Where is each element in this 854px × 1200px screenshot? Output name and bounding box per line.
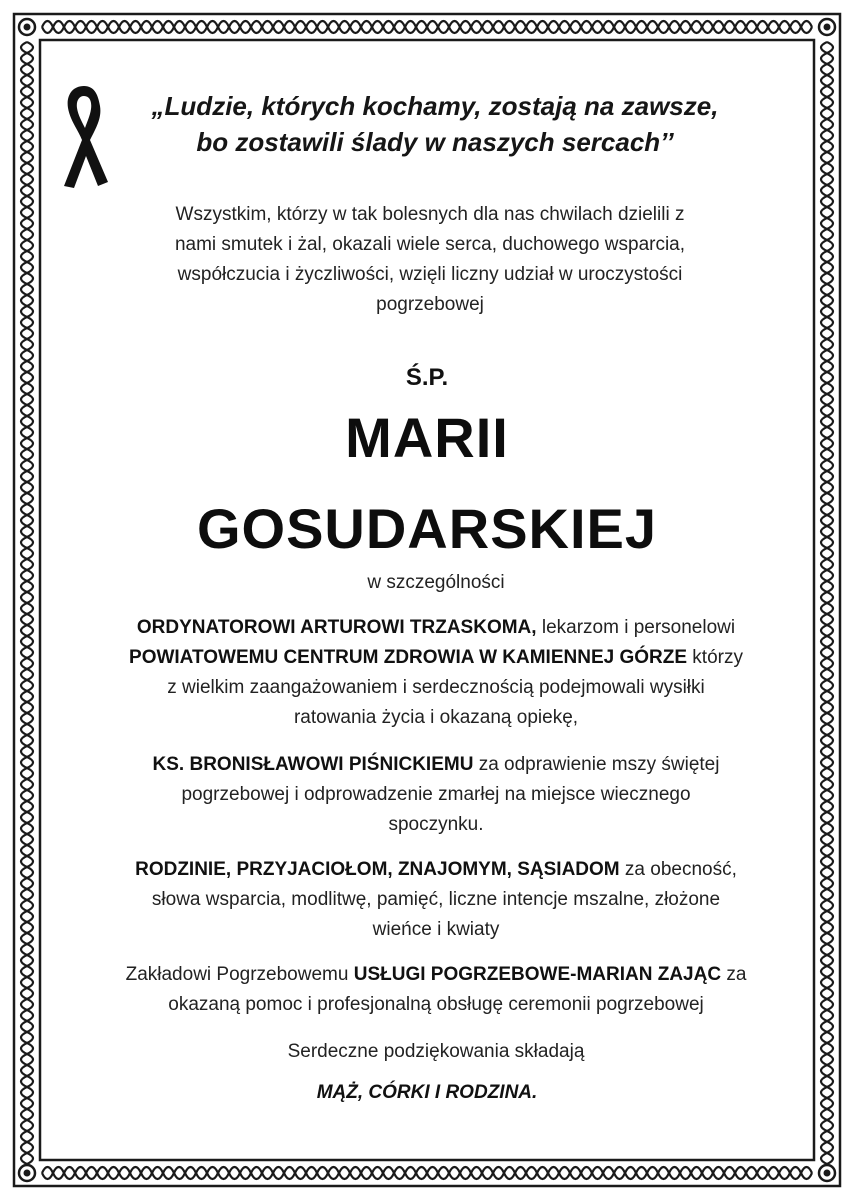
thanks-hospital-text-2: którzy <box>687 647 743 668</box>
thanks-funeral-text-1: za <box>721 964 747 985</box>
thanks-hospital <box>96 613 776 733</box>
thanks-family-line-3: wieńce i kwiaty <box>372 919 500 940</box>
thanks-funeral-home <box>96 960 776 1020</box>
thanks-funeral-line-2: okazaną pomoc i profesjonalną obsługę ceremonii pogrzebowej <box>168 994 704 1015</box>
thanks-hospital-line-2 <box>96 643 776 673</box>
thanks-funeral-line-1 <box>96 960 776 990</box>
signature: MĄŻ, CÓRKI I RODZINA. <box>316 1082 538 1103</box>
thanks-closing: Serdeczne podziękowania składają <box>287 1041 585 1062</box>
thanks-family-line-2: słowa wsparcia, modlitwę, pamięć, liczne intencje mszalne, złożone <box>151 889 721 910</box>
funeral-home-name: USŁUGI POGRZEBOWE-MARIAN ZAJĄC <box>353 964 722 985</box>
hospital-name: POWIATOWEMU CENTRUM ZDROWIA W KAMIENNEJ GÓRZE <box>129 647 688 668</box>
thanks-hospital-text-1: lekarzom i personelowi <box>536 617 736 638</box>
motto-quote <box>110 88 760 160</box>
deceased-last-name: GOSUDARSKIEJ <box>196 497 658 560</box>
thanks-family <box>96 855 776 945</box>
intro-paragraph <box>120 200 740 320</box>
honorific: Ś.P. <box>405 364 449 391</box>
intro-line-2: nami smutek i żal, okazali wiele serca, duchowego wsparcia, <box>174 234 686 255</box>
thanks-family-line-1 <box>96 855 776 885</box>
priest-name: KS. BRONISŁAWOWI PIŚNICKIEMU <box>152 754 474 775</box>
motto-line-2: bo zostawili ślady w naszych sercach’’ <box>196 127 674 157</box>
motto-line-1: „Ludzie, których kochamy, zostają na zawsze, <box>151 91 719 121</box>
thanks-hospital-line-3: z wielkim zaangażowaniem i serdecznością podejmowali wysiłki <box>167 677 705 698</box>
thanks-priest-line-2: pogrzebowej i odprowadzenie zmarłej na miejsce wiecznego <box>181 784 691 805</box>
thanks-priest-text-1: za odprawienie mszy świętej <box>473 754 720 775</box>
intro-line-4: pogrzebowej <box>376 294 484 315</box>
family-groups: RODZINIE, PRZYJACIOŁOM, ZNAJOMYM, SĄSIADOM <box>135 859 620 880</box>
thanks-hospital-line-4: ratowania życia i okazaną opiekę, <box>293 707 579 728</box>
thanks-priest <box>96 750 776 840</box>
mourning-ribbon-icon <box>58 82 110 192</box>
thanks-hospital-line-1 <box>96 613 776 643</box>
in-particular: w szczególności <box>367 572 505 593</box>
deceased-first-name: MARII <box>345 406 509 469</box>
ordynator-name: ORDYNATOROWI ARTUROWI TRZASKOMA, <box>136 617 537 638</box>
thanks-priest-line-3: spoczynku. <box>388 814 484 835</box>
thanks-funeral-text-0: Zakładowi Pogrzebowemu <box>125 964 354 985</box>
thanks-priest-line-1 <box>96 750 776 780</box>
intro-line-1: Wszystkim, którzy w tak bolesnych dla nas chwilach dzielili z <box>175 204 685 225</box>
thanks-family-text-1: za obecność, <box>619 859 737 880</box>
intro-line-3: współczucia i życzliwości, wzięli liczny udział w uroczystości <box>177 264 683 285</box>
